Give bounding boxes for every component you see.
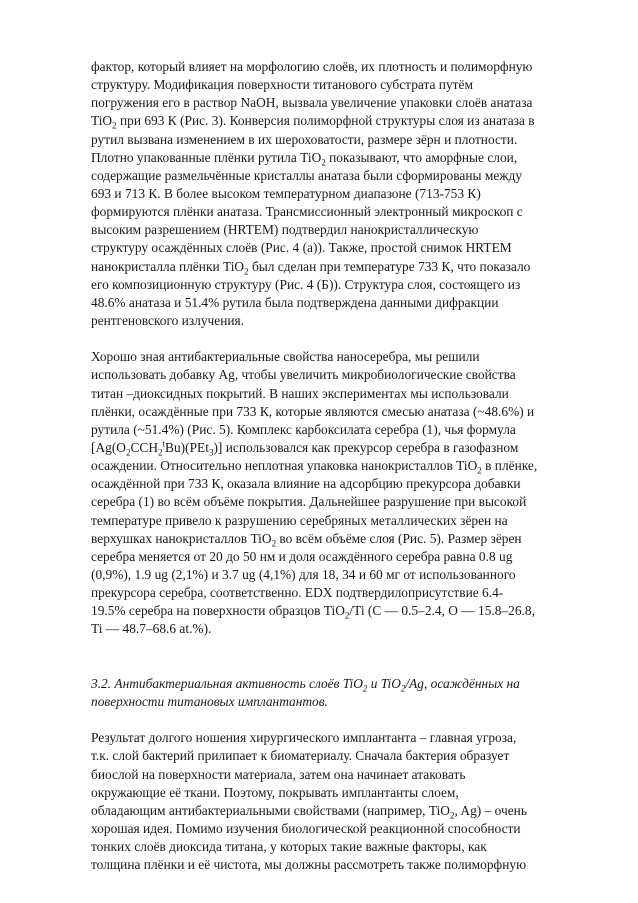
text-line: (0,9%), 1.9 ug (2,1%) и 3.7 ug (4,1%) для 18, 34 и 60 мг от использованного [91,566,516,582]
subscript: 3 [208,447,214,458]
subscript: 2 [244,266,249,277]
subscript: 2 [449,810,455,821]
text-line: 693 и 713 К. В более высоком температурном диапазоне (713-753 К) [91,185,481,201]
text-line: Ti — 48.7–68.6 at.%). [91,621,212,637]
paragraph-implant-bacteria [91,729,579,874]
text-line: плёнки, осаждённые при 733 К, которые являются смесью анатаза (~48.6%) и [91,403,535,419]
subscript: 2 [112,121,117,132]
text-line: нанокристалла плёнки TiO$_2$ был сделан при температуре 733 К, что показало [91,258,531,277]
subscript: 2 [321,157,326,168]
text-line: фактор, который влияет на морфологию слоёв, их плотность и полиморфную [91,59,533,74]
section-heading-3-2 [91,675,579,711]
text-line: серебра (1) во всём объёме покрытия. Дальнейшее разрушение при высокой [91,494,527,510]
text-line: биослой на поверхности материала, затем она начинает атаковать [91,766,466,782]
text-line: содержащие размельчённые кристаллы анатаза были сформированы между [91,167,523,183]
subscript: 2 [477,465,482,476]
text-line: серебра меняется от 20 до 50 нм и доля осаждённого серебра равна 0.8 ug [91,548,513,564]
paragraph-silver-doping [91,348,579,638]
text-line: TiO$_2$ при 693 К (Рис. 3). Конверсия полиморфной структуры слоя из анатаза в [91,113,535,132]
text-line: окружающие её ткани. Поэтому, покрывать имплантанты слоем, [91,784,459,800]
paragraph-morphology [91,58,579,330]
text-line: 3.2. Антибактериальная активность слоёв TiO$_2$ и TiO$_2$/Ag, осаждённых на [91,675,520,694]
text-line: толщина плёнки и её чистота, мы должны рассмотреть также полиморфную [91,857,527,873]
superscript: t [162,438,166,449]
text-line: 19.5% серебра на поверхности образцов TiO$_2$/Ti (C — 0.5–2.4, O — 15.8–26.8, [91,603,535,621]
text-line: высоким разрешением (HRTEM) подтвердил нанокристаллическую [91,222,479,238]
text-line: Плотно упакованные плёнки рутила TiO$_2$ показывают, что аморфные слои, [91,149,518,168]
text-line: рутила (~51.4%) (Рис. 5). Комплекс карбоксилата серебра (1), чья формула [91,421,516,437]
text-line: осаждении. Относительно неплотная упаковка нанокристаллов TiO$_2$ в плёнке, [91,458,538,476]
text-line: поверхности титановых имплантантов. [91,693,328,709]
document-text [91,58,579,874]
text-line: структуру осаждённых слоёв (Рис. 4 (а)). Также, простой снимок HRTEM [91,240,512,256]
text-line: погружения его в раствор NaOH, вызвала увеличение упаковки слоёв анатаза [91,95,533,111]
text-line: 48.6% анатаза и 51.4% рутила была подтверждена данными дифракции [91,294,499,310]
subscript: 2 [125,447,131,458]
text-line: обладающим антибактериальными свойствами (например, TiO$_2$, Ag) – очень [91,802,527,821]
subscript: 2 [344,610,350,621]
text-line: его композиционную структуру (Рис. 4 (Б)). Структура слоя, состоящего из [91,276,521,292]
subscript: 2 [158,447,163,458]
text-line: Хорошо зная антибактериальные свойства наносеребра, мы решили [91,349,480,365]
subscript: 2 [271,538,277,549]
text-line: верхушках нанокристаллов TiO$_2$ во всём объёме слоя (Рис. 5). Размер зёрен [91,530,522,549]
text-line: $[Ag(O_2CCH_2^tBu)(PEt_3)]$ использовался как прекурсор серебра в газофазном [91,438,519,458]
subscript: 2 [400,683,406,694]
text-line: использовать добавку Ag, чтобы увеличить микробиологические свойства [91,367,516,383]
text-line: Результат долгого ношения хирургического имплантанта – главная угроза, [91,730,517,746]
text-line: т.к. слой бактерий прилипает к биоматериалу. Сначала бактерия образует [91,748,510,764]
text-line: титан –диоксидных покрытий. В наших экспериментах мы использовали [91,385,509,401]
text-line: прекурсора серебра, соответственно. EDX подтвердилоприсутствие 6.4- [91,585,504,601]
text-line: рентгеновского излучения. [91,312,245,328]
text-line: хорошая идея. Помимо изучения биологической реакционной способности [91,820,521,836]
text-line: тонких слоёв диоксида титана, у которых такие важные факторы, как [91,839,487,855]
text-line: структуру. Модификация поверхности титанового субстрата путём [91,77,473,93]
text-line: рутил вызвана изменением в их шероховатости, размере зёрн и плотности. [91,131,518,147]
text-line: формируются плёнки анатаза. Трансмиссионный электронный микроскоп с [91,204,523,220]
subscript: 2 [362,683,368,694]
text-line: осаждённой при 733 К, оказала влияние на адсорбцию прекурсора добавки [91,476,521,492]
text-line: температуре привело к разрушению серебряных металлических зёрен на [91,512,508,528]
